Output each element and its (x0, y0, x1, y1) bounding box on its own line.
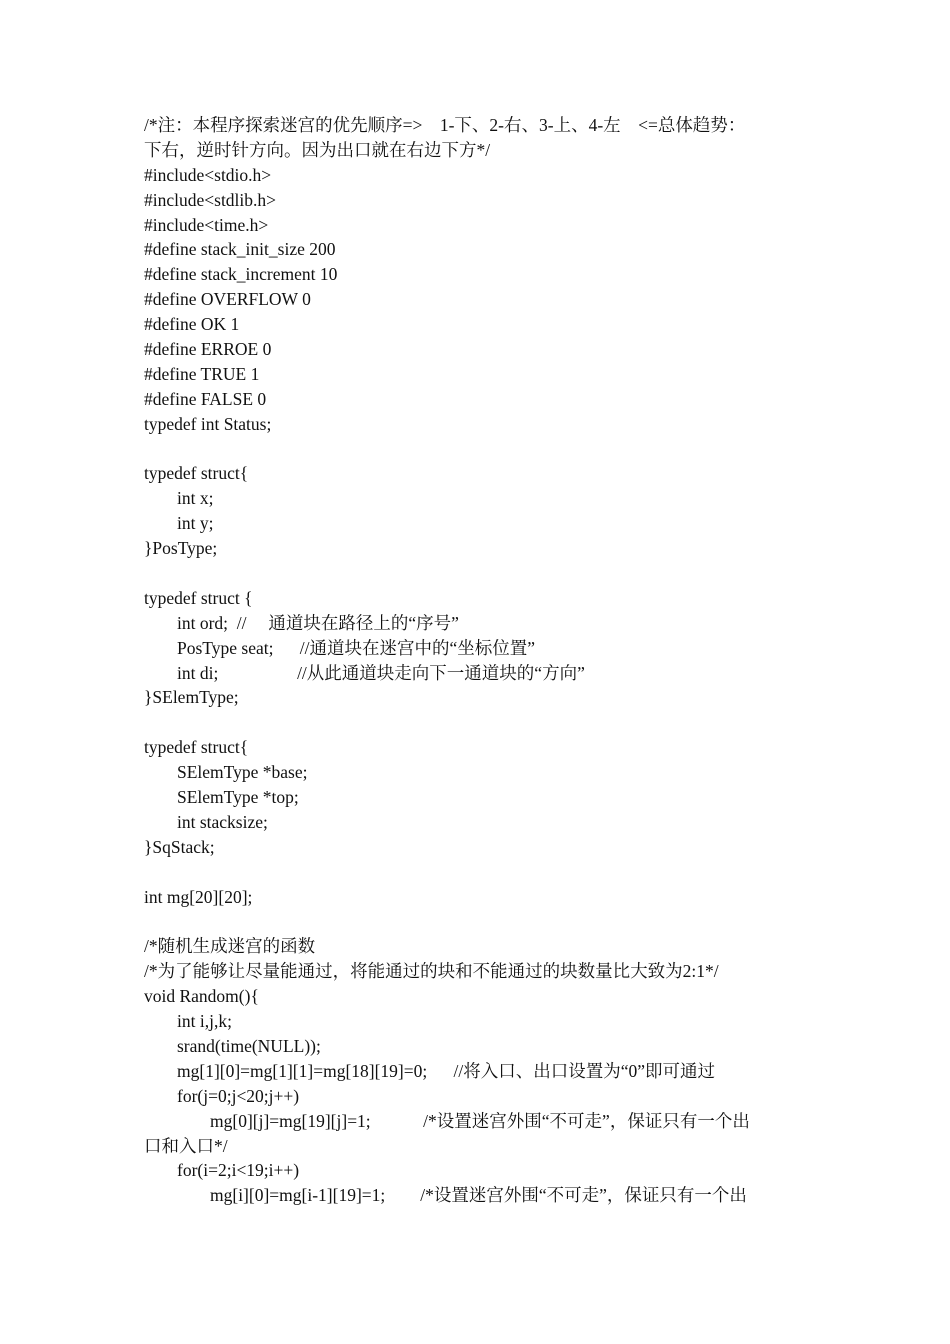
code-line-text: for(i=2;i<19;i++) (177, 1160, 300, 1181)
code-line (144, 362, 816, 387)
code-line-text: #define OK 1 (144, 314, 240, 335)
code-line (144, 636, 816, 661)
code-line (144, 163, 816, 188)
code-line (144, 835, 816, 860)
code-line-text: srand(time(NULL)); (177, 1035, 321, 1056)
code-line-text: 下右，逆时针方向。因为出口就在右边下方*/ (144, 139, 491, 160)
code-line (144, 1183, 816, 1208)
code-line-text: typedef struct { (144, 587, 253, 608)
code-line (144, 1059, 816, 1084)
code-line-text: SElemType *base; (177, 762, 308, 783)
code-line-text: typedef struct{ (144, 737, 249, 758)
code-line-text: /*为了能够让尽量能通过，将能通过的块和不能通过的块数量比大致为2:1*/ (144, 961, 719, 982)
code-line-text: SElemType *top; (177, 787, 299, 808)
code-line (144, 213, 816, 238)
code-line-text: mg[1][0]=mg[1][1]=mg[18][19]=0; //将入口、出口设置为“0”即可通过 (177, 1060, 715, 1081)
code-line-text: }SqStack; (144, 836, 215, 857)
code-line (144, 1009, 816, 1034)
code-line-text: int y; (177, 513, 214, 534)
code-line (144, 237, 816, 262)
code-line (144, 1158, 816, 1183)
code-line (144, 885, 816, 910)
code-line (144, 412, 816, 437)
blank-line (144, 437, 816, 462)
code-line-text: mg[i][0]=mg[i-1][19]=1; /*设置迷宫外围“不可走”，保证只有一个出 (210, 1185, 747, 1206)
code-line-text: typedef struct{ (144, 463, 249, 484)
code-line-text: for(j=0;j<20;j++) (177, 1085, 300, 1106)
code-line-text: #include<stdio.h> (144, 164, 272, 185)
code-line-text: 口和入口*/ (144, 1135, 228, 1156)
blank-line (144, 910, 816, 935)
code-line-text: #define OVERFLOW 0 (144, 289, 311, 310)
code-line-text: }PosType; (144, 538, 218, 559)
code-line (144, 387, 816, 412)
code-line (144, 138, 816, 163)
code-line-text: #define stack_increment 10 (144, 264, 338, 285)
code-line-text: /*注：本程序探索迷宫的优先顺序=> 1-下、2-右、3-上、4-左 <=总体趋势： (144, 115, 746, 135)
code-line-text: int x; (177, 488, 214, 509)
code-line-text: #define stack_init_size 200 (144, 239, 336, 260)
code-line-text: #include<time.h> (144, 214, 269, 235)
code-line-text: #define TRUE 1 (144, 363, 260, 384)
code-line-text: int ord; // 通道块在路径上的“序号” (177, 612, 459, 633)
code-line-text: int stacksize; (177, 811, 268, 832)
code-line (144, 760, 816, 785)
code-line (144, 287, 816, 312)
code-line (144, 312, 816, 337)
code-line (144, 959, 816, 984)
code-line-text: int i,j,k; (177, 1011, 232, 1032)
code-line (144, 735, 816, 760)
code-line-text: #define FALSE 0 (144, 388, 267, 409)
code-line (144, 511, 816, 536)
code-line (144, 1134, 816, 1159)
code-line (144, 984, 816, 1009)
code-line (144, 1084, 816, 1109)
code-line (144, 461, 816, 486)
code-listing (144, 113, 816, 1208)
code-line (144, 934, 816, 959)
blank-line (144, 860, 816, 885)
code-line (144, 810, 816, 835)
code-line (144, 113, 816, 138)
code-line-text: typedef int Status; (144, 413, 272, 434)
code-line-text: #include<stdlib.h> (144, 189, 277, 210)
code-line (144, 536, 816, 561)
code-line-text: }SElemType; (144, 687, 239, 708)
code-line-text: #define ERROE 0 (144, 339, 272, 360)
code-line-text: /*随机生成迷宫的函数 (144, 936, 316, 957)
code-line (144, 611, 816, 636)
code-line-text: PosType seat; //通道块在迷宫中的“坐标位置” (177, 637, 535, 658)
code-line (144, 1109, 816, 1134)
code-line (144, 1034, 816, 1059)
code-line (144, 685, 816, 710)
code-line-text: mg[0][j]=mg[19][j]=1; /*设置迷宫外围“不可走”，保证只有一个出 (210, 1110, 750, 1131)
blank-line (144, 561, 816, 586)
code-line-text: void Random(){ (144, 986, 259, 1007)
code-line (144, 337, 816, 362)
blank-line (144, 710, 816, 735)
code-line (144, 486, 816, 511)
code-line (144, 188, 816, 213)
code-line (144, 785, 816, 810)
code-line-text: int mg[20][20]; (144, 886, 253, 907)
code-line (144, 262, 816, 287)
code-line-text: int di; //从此通道块走向下一通道块的“方向” (177, 662, 585, 683)
code-line (144, 661, 816, 686)
code-line (144, 586, 816, 611)
